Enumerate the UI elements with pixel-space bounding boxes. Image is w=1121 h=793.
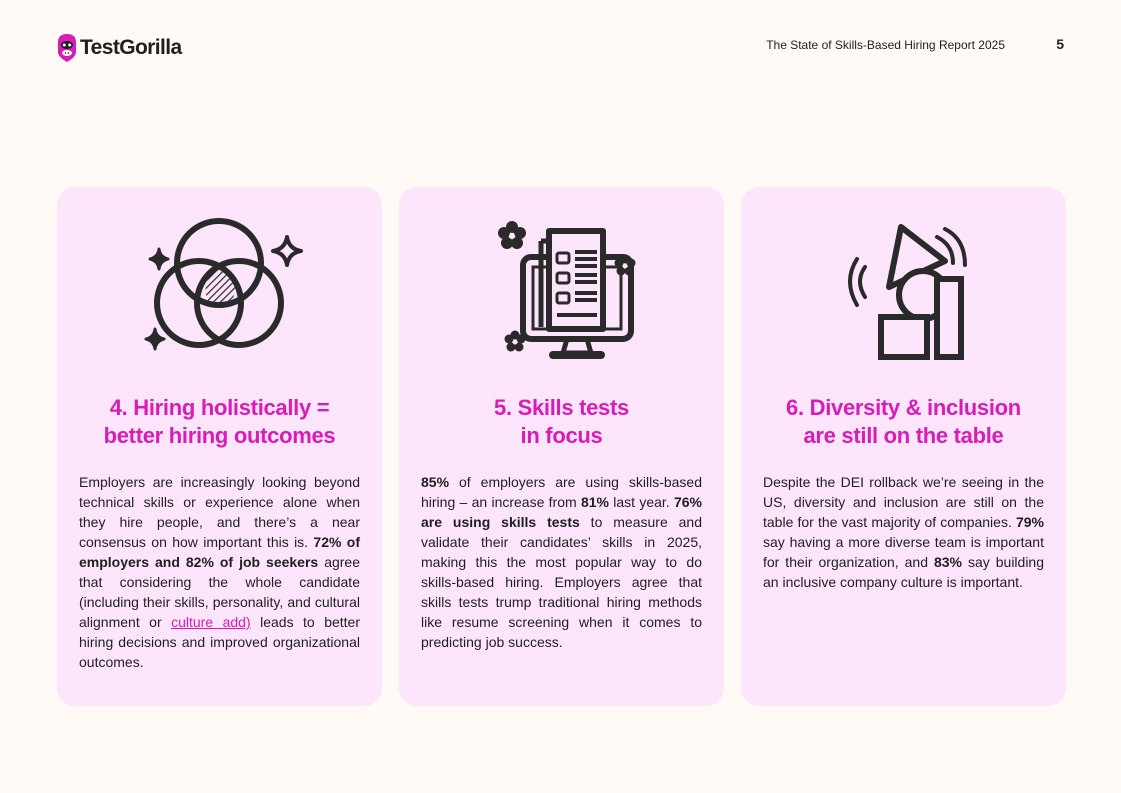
card-title-line: better hiring outcomes <box>103 423 336 448</box>
card-body <box>763 472 1044 592</box>
body-text: Employers are increasingly looking beyond technical skills or experience alone when they hire people, and there’s a near consensus on how important this is. <box>79 474 360 550</box>
page-number: 5 <box>1056 36 1064 52</box>
cards-row <box>57 187 1066 706</box>
card-skills-tests <box>399 187 724 706</box>
body-text: of employers are using skills-based hiring – an increase from <box>421 474 702 510</box>
card-title-line: in focus <box>520 423 603 448</box>
card-diversity-inclusion <box>741 187 1066 706</box>
body-text: to measure and validate their candidates’ skills in 2025, making this the most popular way to do skills-based hiring. Employers agree that skills tests trump traditional hiring methods like resume screening when it comes to predicting job success. <box>421 514 702 650</box>
body-text: say having a more diverse team is important for their organization, and <box>763 534 1044 570</box>
body-highlight: 85% <box>421 474 450 490</box>
body-text: last year. <box>608 494 674 510</box>
card-hiring-holistically <box>57 187 382 706</box>
report-title: The State of Skills-Based Hiring Report 2025 <box>766 38 1005 52</box>
card-title-line: 6. Diversity & inclusion <box>786 395 1021 420</box>
body-text: leads to better hiring decisions and improved organizational outcomes. <box>79 614 360 670</box>
body-highlight: 79% <box>1015 514 1044 530</box>
card-title <box>763 394 1044 450</box>
body-highlight: 72% of employers and 82% of job seekers <box>79 534 361 570</box>
body-text: Despite the DEI rollback we’re seeing in the US, diversity and inclusion are still on the table for the vast majority of companies. <box>763 474 1044 530</box>
venn-diagram-icon <box>135 217 305 367</box>
card-title-line: 5. Skills tests <box>494 395 629 420</box>
skills-test-monitor-icon <box>477 217 647 367</box>
body-highlight: 83% <box>933 554 963 570</box>
card-title <box>79 394 360 450</box>
logo-text: TestGorilla <box>80 36 182 59</box>
culture-add-link[interactable]: culture add) <box>171 614 251 630</box>
body-highlight: 76% are using skills tests <box>421 494 702 530</box>
body-highlight: 81% <box>580 494 609 510</box>
body-text: say building an inclusive company culture is important. <box>763 554 1045 590</box>
testgorilla-logo <box>57 33 182 63</box>
card-title-line: 4. Hiring holistically = <box>109 395 330 420</box>
card-body <box>421 472 702 652</box>
card-body <box>79 472 360 672</box>
diversity-shapes-icon <box>819 217 989 367</box>
card-title <box>421 394 702 450</box>
body-text: agree that considering the whole candidate (including their skills, personality, and cultural alignment or <box>79 554 361 630</box>
gorilla-logo-icon <box>57 33 77 63</box>
card-title-line: are still on the table <box>803 423 1004 448</box>
